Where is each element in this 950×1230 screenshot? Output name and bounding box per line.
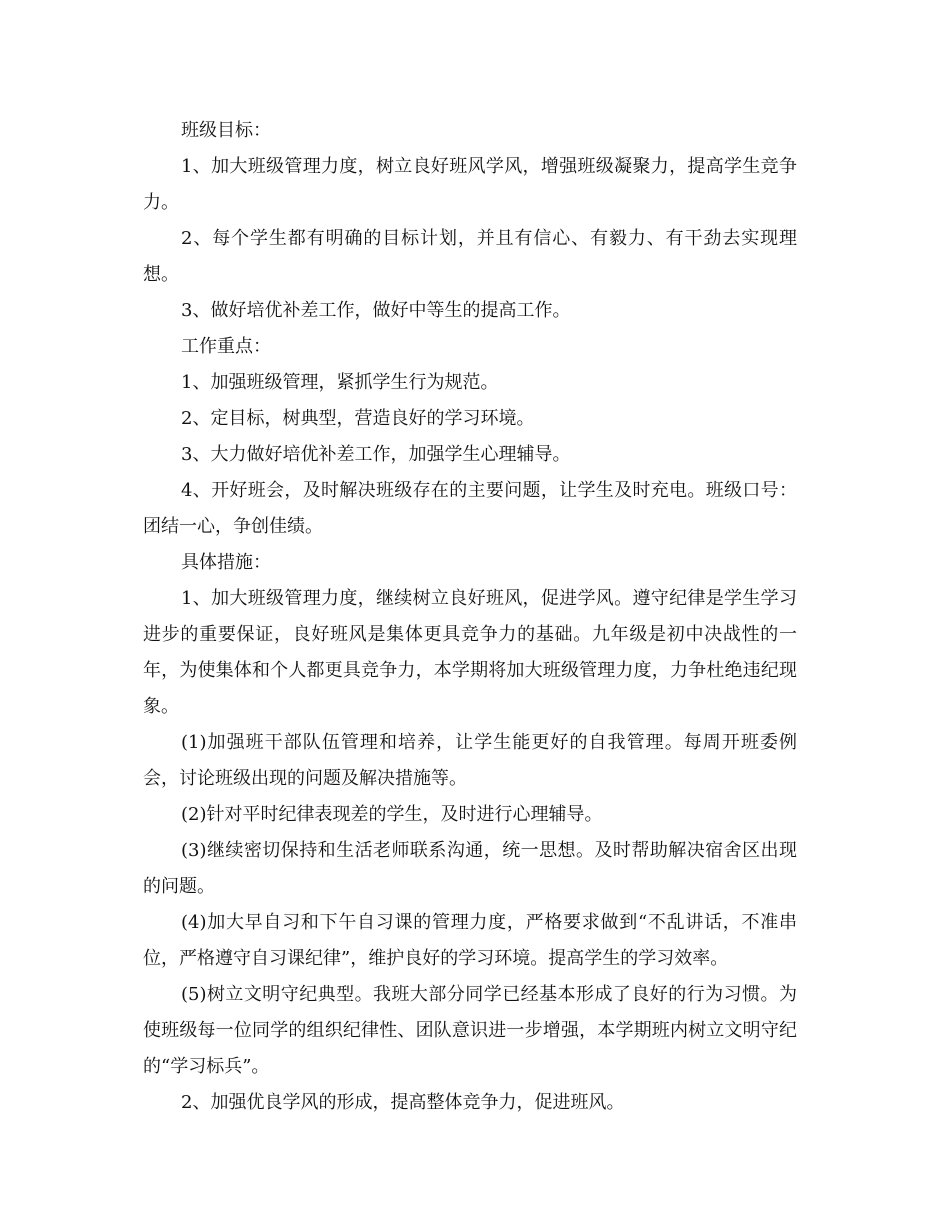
paragraph: (1)加强班干部队伍管理和培养，让学生能更好的自我管理。每周开班委例会，讨论班级出现的问题及解决措施等。 bbox=[143, 732, 797, 789]
paragraph: 4、开好班会，及时解决班级存在的主要问题，让学生及时充电。班级口号：团结一心，争创佳绩。 bbox=[143, 480, 797, 537]
heading-class-goals: 班级目标： bbox=[181, 120, 271, 141]
heading-specific-measures: 具体措施： bbox=[181, 552, 271, 573]
document-body bbox=[143, 113, 797, 1121]
paragraph: 1、加大班级管理力度，继续树立良好班风，促进学风。遵守纪律是学生学习进步的重要保证，良好班风是集体更具竞争力的基础。九年级是初中决战性的一年，为使集体和个人都更具竞争力，本学期将加大班级管理力度，力争杜绝违纪现象。 bbox=[143, 588, 797, 717]
paragraph: 2、每个学生都有明确的目标计划，并且有信心、有毅力、有干劲去实现理想。 bbox=[143, 228, 797, 285]
paragraph: 3、大力做好培优补差工作，加强学生心理辅导。 bbox=[181, 444, 571, 465]
paragraph: 2、定目标，树典型，营造良好的学习环境。 bbox=[181, 408, 535, 429]
paragraph: 2、加强优良学风的形成，提高整体竞争力，促进班风。 bbox=[181, 1092, 625, 1113]
paragraph: (2)针对平时纪律表现差的学生，及时进行心理辅导。 bbox=[181, 804, 603, 825]
paragraph: 1、加大班级管理力度，树立良好班风学风，增强班级凝聚力，提高学生竞争力。 bbox=[143, 156, 797, 213]
paragraph: (4)加大早自习和下午自习课的管理力度，严格要求做到“不乱讲话，不准串位，严格遵守自习课纪律”，维护良好的学习环境。提高学生的学习效率。 bbox=[143, 912, 797, 969]
paragraph: 1、加强班级管理，紧抓学生行为规范。 bbox=[181, 372, 499, 393]
paragraph: (3)继续密切保持和生活老师联系沟通，统一思想。及时帮助解决宿舍区出现的问题。 bbox=[143, 840, 797, 897]
heading-work-focus: 工作重点： bbox=[181, 336, 271, 357]
paragraph: 3、做好培优补差工作，做好中等生的提高工作。 bbox=[181, 300, 571, 321]
paragraph: (5)树立文明守纪典型。我班大部分同学已经基本形成了良好的行为习惯。为使班级每一位同学的组织纪律性、团队意识进一步增强，本学期班内树立文明守纪的“学习标兵”。 bbox=[143, 984, 797, 1077]
